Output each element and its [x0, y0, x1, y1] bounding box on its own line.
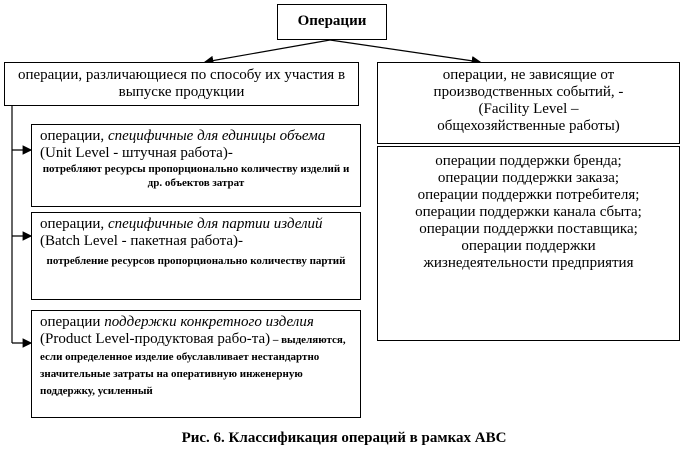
product-level-heading [40, 314, 352, 399]
root-title: Операции [297, 13, 367, 29]
batch-level-desc: потребление ресурсов пропорционально количеству партий [46, 255, 346, 267]
product-level-box [31, 310, 361, 418]
root-box [277, 4, 387, 40]
product-prefix: операции [40, 314, 105, 330]
right-header-line-4: общехозяйственные работы) [437, 118, 620, 134]
batch-italic: специфичные для партии изделий [107, 216, 323, 232]
unit-italic: специфичные для единицы объема [107, 128, 326, 144]
facility-item-7: жизнедеятельности предприятия [423, 255, 634, 271]
unit-prefix: операции, [40, 128, 108, 144]
right-header-line-1: операции, не зависящие от [442, 67, 615, 83]
right-header-line-3: (Facility Level – [478, 101, 579, 117]
unit-level-desc: потребляют ресурсы пропорционально количеству изделий и др. объектов затрат [42, 163, 350, 189]
left-header-box [4, 62, 359, 106]
left-header-text: операции, различающиеся по способу их участия в выпуске продукции [17, 67, 346, 100]
facility-list-box [377, 146, 680, 341]
product-level-desc: – выделяются, если определенное изделие обуславливает нестандартно значительные затраты на оперативную инженерную поддержку, усиленный [40, 334, 346, 397]
unit-eng: (Unit Level - штучная работа)- [40, 145, 233, 161]
unit-level-heading [40, 128, 352, 162]
right-header-box [377, 62, 680, 144]
batch-level-heading [40, 216, 352, 250]
facility-item-4: операции поддержки канала сбыта; [415, 204, 642, 220]
arrow-to-right-header [330, 40, 480, 62]
batch-eng: (Batch Level - пакетная работа)- [40, 233, 243, 249]
facility-item-2: операции поддержки заказа; [437, 170, 620, 186]
facility-item-3: операции поддержки потребителя; [417, 187, 640, 203]
batch-prefix: операции, [40, 216, 108, 232]
facility-item-1: операции поддержки бренда; [435, 153, 622, 169]
figure-caption: Рис. 6. Классификация операций в рамках АВС [181, 430, 507, 446]
unit-level-box [31, 124, 361, 207]
product-eng: (Product Level-продуктовая рабо-та) [40, 331, 271, 347]
facility-item-6: операции поддержки [461, 238, 596, 254]
facility-item-5: операции поддержки поставщика; [419, 221, 638, 237]
batch-level-box [31, 212, 361, 300]
arrow-to-left-header [205, 40, 330, 62]
right-header-line-2: производственных событий, - [433, 84, 624, 100]
product-italic: поддержки конкретного изделия [104, 314, 314, 330]
